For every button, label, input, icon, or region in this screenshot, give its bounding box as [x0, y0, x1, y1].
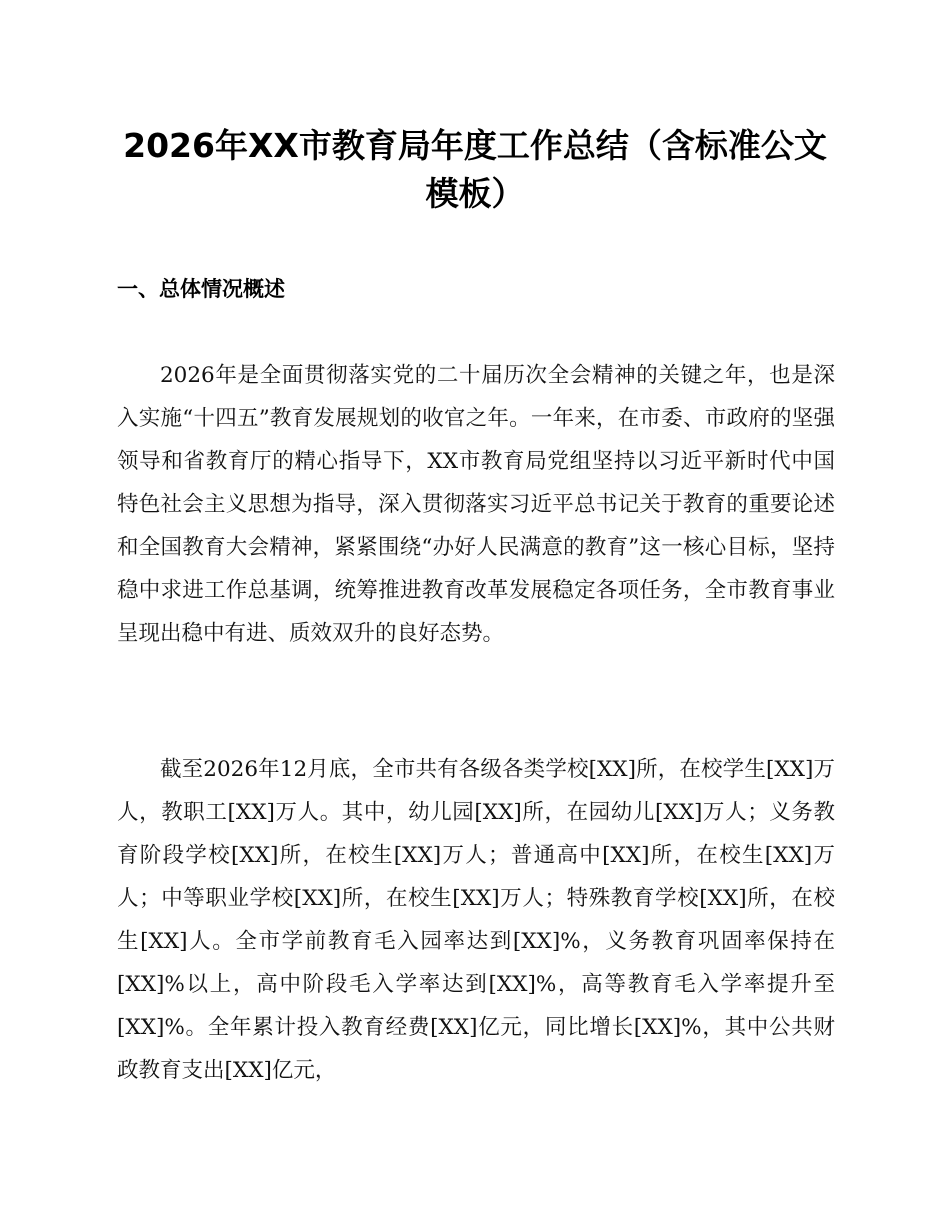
document-title: 2026年XX市教育局年度工作总结（含标准公文模板） [123, 126, 827, 213]
overview-paragraph-1: 2026年是全面贯彻落实党的二十届历次全会精神的关键之年，也是深入实施“十四五”教育发展规划的收官之年。一年来，在市委、市政府的坚强领导和省教育厅的精心指导下，XX市教育局党组坚持以习近平新时代中国特色社会主义思想为指导，深入贯彻落实习近平总书记关于教育的重要论述和全国教育大会精神，紧紧围绕“办好人民满意的教育”这一核心目标，坚持稳中求进工作总基调，统筹推进教育改革发展稳定各项任务，全市教育事业呈现出稳中有进、质效双升的良好态势。 [117, 363, 835, 646]
overview-paragraph-2: 截至2026年12月底，全市共有各级各类学校[XX]所，在校学生[XX]万人，教职工[XX]万人。其中，幼儿园[XX]所，在园幼儿[XX]万人；义务教育阶段学校[XX]所，在校生[XX]万人；普通高中[XX]所，在校生[XX]万人；中等职业学校[XX]所，在校生[XX]万人；特殊教育学校[XX]所，在校生[XX]人。全市学前教育毛入园率达到[XX]%，义务教育巩固率保持在[XX]%以上，高中阶段毛入学率达到[XX]%，高等教育毛入学率提升至[XX]%。全年累计投入教育经费[XX]亿元，同比增长[XX]%，其中公共财政教育支出[XX]亿元， [117, 757, 835, 1083]
section-heading: 一、总体情况概述 [117, 277, 285, 301]
